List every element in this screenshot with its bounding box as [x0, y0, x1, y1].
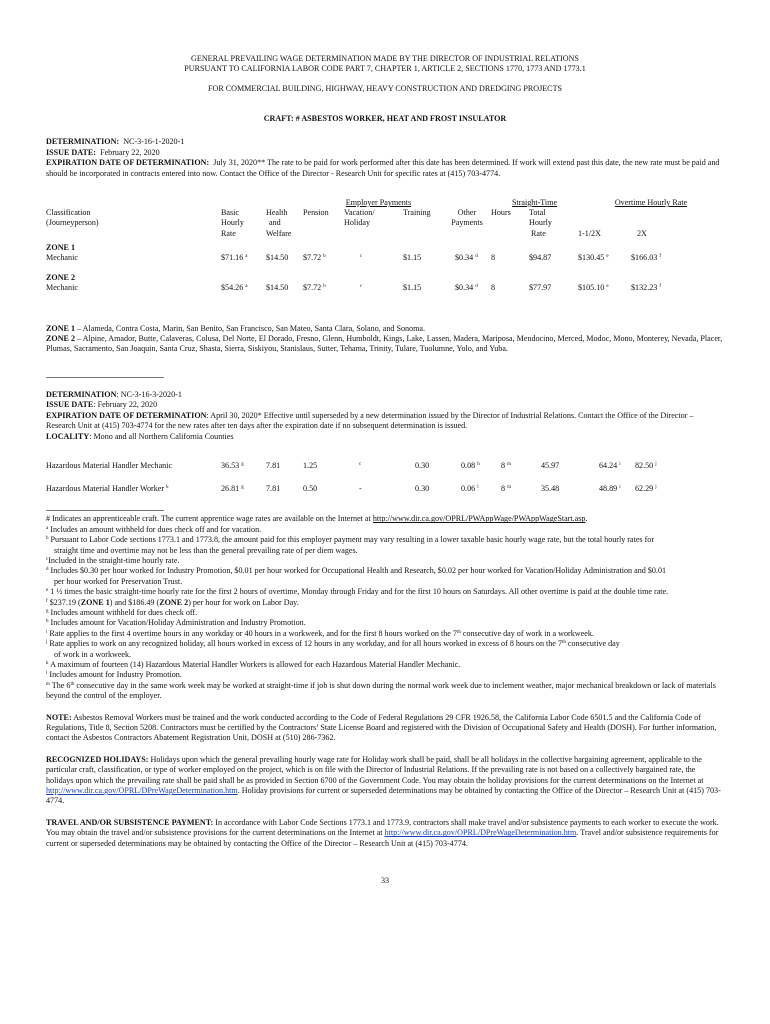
- footnote-mark: g: [46, 608, 49, 614]
- footnote-d: [46, 566, 724, 576]
- table-group-header-row: [46, 198, 724, 208]
- ot1-cell: [581, 484, 621, 494]
- col-health-sub2: Welfare: [266, 228, 292, 238]
- zone-descriptions: [46, 324, 724, 355]
- holidays-text: Holidays upon which the general prevailing hourly wage rate for Holiday work shall be paid, shall be all holidays in the collective bargaining agreement, applicable to the particular craft, classification, or type of worker employed on the project, which is on file with the Director of Industrial Relations. If the prevailing rate is not based on a collectively bargained rate, the holidays upon which the prevailing rate shall be paid shall be as provided in Section 6700 of the Government Code. You may obtain the holiday provisions for the current determinations on the Internet at: [46, 754, 704, 785]
- zone-label: ZONE 1: [46, 242, 76, 252]
- footnote-text: Includes $0.30 per hour worked for Industry Promotion, $0.01 per hour worked for Occupational Health and Research, $0.02 per hour worked for Vacation/Holiday Administration and $0.01: [50, 566, 667, 576]
- footnote-f: [46, 598, 724, 608]
- other-cell: [443, 461, 485, 471]
- table-row: [46, 484, 724, 494]
- pension-cell: 1.25: [303, 460, 318, 470]
- footnote-mark: e: [606, 284, 609, 290]
- expiration-label: EXPIRATION DATE OF DETERMINATION:: [46, 158, 210, 168]
- col-ot-1-5x: 1-1/2X: [578, 228, 601, 238]
- footnote-m-text-1: The 6: [51, 680, 71, 690]
- footnote-mark: g: [241, 485, 244, 491]
- footnote-a: [46, 525, 724, 535]
- determination-2-value: : NC-3-16-3-2020-1: [116, 389, 182, 399]
- footnote-mark: i: [619, 461, 621, 467]
- health-cell: 7.81: [266, 460, 281, 470]
- ot2-cell: [631, 283, 724, 293]
- footnotes: [46, 514, 724, 701]
- other-cell: [443, 484, 485, 494]
- ot2-cell: [631, 253, 724, 263]
- ot1-rate: 64.24: [599, 460, 618, 470]
- col-classification-sub: (Journeyperson): [46, 218, 99, 228]
- footnote-i-text-1: Rate applies to the first 4 overtime hours in any workday or 40 hours in a workweek, and for the first 8 hours worked on the 7: [49, 628, 457, 638]
- footnote-mark: h: [477, 461, 480, 467]
- col-ot-2x: 2X: [637, 228, 647, 238]
- footnote-l: [46, 670, 724, 680]
- col-hours: Hours: [491, 208, 511, 218]
- footnote-b-cont: straight time and overtime may not be less than the general prevailing rate of per diem wages.: [54, 545, 358, 555]
- classification-cell: Mechanic: [46, 253, 78, 263]
- col-vacation-sub: Holiday: [344, 218, 371, 228]
- holidays-label: RECOGNIZED HOLIDAYS:: [46, 754, 149, 764]
- hours-value: 8: [501, 460, 506, 470]
- footnote-i-ordinal: th: [456, 629, 461, 635]
- col-total-sub1: Hourly: [529, 218, 552, 228]
- total-cell: $94.87: [529, 253, 552, 263]
- footnote-b: [46, 535, 724, 545]
- travel-label: TRAVEL AND/OR SUBSISTENCE PAYMENT:: [46, 817, 214, 827]
- wage-table-1: [46, 198, 724, 294]
- note-paragraph: [46, 713, 724, 744]
- footnote-h: [46, 618, 724, 628]
- col-total: Total: [529, 208, 546, 218]
- header-line-1: GENERAL PREVAILING WAGE DETERMINATION MADE BY THE DIRECTOR OF INDUSTRIAL RELATIONS: [191, 54, 579, 63]
- footnote-g: [46, 608, 724, 618]
- pension-rate: $7.72: [303, 253, 322, 263]
- apprentice-rates-link[interactable]: http://www.dir.ca.gov/OPRL/PWAppWage/PWAppWageStart.asp: [372, 514, 586, 524]
- footnote-m-text-2: consecutive day in the same work week may be worked at straight-time if job is shut down during the normal work week due to inclement weather, major mechanical breakdown or lack of materials beyond the control of the employer.: [46, 680, 716, 701]
- ot1-cell: [578, 283, 631, 293]
- footnote-mark: f: [659, 254, 662, 260]
- footnote-mark: c: [360, 284, 363, 290]
- ot1-rate: $105.10: [578, 283, 605, 293]
- other-rate: 0.08: [461, 460, 476, 470]
- classification-cell: [46, 461, 221, 471]
- footnote-mark: a: [245, 254, 248, 260]
- footnote-mark: l: [477, 485, 479, 491]
- footnote-text: A maximum of fourteen (14) Hazardous Material Handler Workers is allowed for each Hazardous Material Handler Mechanic.: [50, 660, 461, 669]
- locality-label: LOCALITY: [46, 431, 90, 441]
- col-other-sub: Payments: [451, 218, 483, 228]
- ot2-cell: [621, 484, 724, 494]
- footnote-mark: j: [655, 461, 657, 467]
- craft-title: CRAFT: # ASBESTOS WORKER, HEAT AND FROST INSULATOR: [263, 114, 507, 123]
- travel-paragraph: [46, 818, 724, 849]
- footnote-j-cont: of work in a workweek.: [54, 649, 132, 659]
- document-page: [46, 54, 724, 885]
- header-line-3: FOR COMMERCIAL BUILDING, HIGHWAY, HEAVY CONSTRUCTION AND DREDGING PROJECTS: [207, 84, 563, 93]
- other-cell: [443, 283, 491, 293]
- issue-date-label: ISSUE DATE:: [46, 147, 97, 157]
- basic-rate-cell: [221, 461, 266, 471]
- issue-date-2-label: ISSUE DATE: [46, 400, 94, 410]
- determination-value: NC-3-16-1-2020-1: [123, 137, 185, 147]
- classification-name: Hazardous Material Handler Mechanic: [46, 460, 173, 470]
- footnote-mark: m: [46, 681, 50, 687]
- footnote-text: Includes amount for Industry Promotion.: [49, 670, 182, 680]
- footnote-mark: k: [166, 485, 169, 491]
- footnote-k: [46, 660, 724, 670]
- pension-cell: 0.50: [303, 484, 318, 494]
- footnote-hash-text: # Indicates an apprenticeable craft. The current apprentice wage rates are available on the Internet at: [46, 514, 373, 524]
- determination-label: DETERMINATION:: [46, 137, 120, 147]
- footnote-f-zone-1: ZONE 1: [80, 597, 110, 607]
- training-cell: 0.30: [415, 460, 430, 470]
- footnote-mark: d: [475, 284, 478, 290]
- footnote-f-text-1: $237.19 (: [49, 597, 81, 607]
- footnote-text: Includes amount for Vacation/Holiday Administration and Industry Promotion.: [50, 618, 306, 628]
- holidays-text-2: . Holiday provisions for current or superseded determinations may be obtained by contacting the Office of the Director – Research Unit at (415) 703-4774.: [46, 786, 721, 806]
- footnote-mark: i: [46, 629, 48, 635]
- locality-value: : Mono and all Northern California Counties: [89, 431, 234, 441]
- footnote-mark: i: [619, 485, 621, 491]
- travel-link[interactable]: http://www.dir.ca.gov/OPRL/DPreWageDetermination.htm: [384, 828, 577, 838]
- zone-2-counties: – Alpine, Amador, Butte, Calaveras, Colusa, Del Norte, El Dorado, Fresno, Glenn, Humboldt, Kings, Lake, Lassen, Madera, Mariposa, Mendocino, Merced, Modoc, Mono, Monterey, Nevada, Placer, Plumas, Sacramento, San Joaquin, Santa Cruz, Shasta, Sierra, Siskiyou, Stanislaus, Sutter, Tehama, Trinity, Tulare, Tuolumne, Yolo, and Yuba.: [46, 334, 723, 354]
- ot1-cell: [578, 253, 631, 263]
- total-cell: $77.97: [529, 283, 552, 293]
- vacation-cell: [344, 283, 403, 293]
- footnote-divider: [46, 510, 164, 511]
- health-cell: $14.50: [266, 283, 289, 293]
- section-divider: [46, 377, 164, 378]
- expiration-value: July 31, 2020** The rate to be paid for work performed after this date has been determined. If work will extend past this date, the new rate must be paid and should be incorporated in contracts entered into now. Contact the Office of the Director - Research Unit for specific rates at (415) 703-4774.: [46, 158, 720, 178]
- vacation-cell: [359, 461, 403, 471]
- other-cell: [443, 253, 491, 263]
- footnote-e: [46, 587, 724, 597]
- health-cell: 7.81: [266, 484, 281, 494]
- classification-cell: [46, 484, 221, 494]
- other-rate: 0.06: [461, 484, 476, 494]
- classification-name: Hazardous Material Handler Worker: [46, 484, 165, 494]
- other-rate: $0.34: [455, 253, 474, 263]
- footnote-text: Pursuant to Labor Code sections 1773.1 and 1773.8, the amount paid for this employer payment may vary resulting in a lower taxable basic hourly wage rate, but the total hourly rates for: [50, 535, 655, 545]
- holidays-link[interactable]: http://www.dir.ca.gov/OPRL/DPreWageDetermination.htm: [46, 786, 238, 796]
- footnote-mark: f: [659, 284, 662, 290]
- footnote-f-text-3: ) per hour for work on Labor Day.: [188, 597, 299, 607]
- travel-text-2: . Travel and/or subsistence requirements for current or superseded determinations may be obtained by contacting the Office of the Director – Research Unit at (415) 703-4774.: [46, 828, 719, 848]
- col-basic-sub1: Hourly: [221, 218, 244, 228]
- ot2-rate: 82.50: [635, 460, 654, 470]
- hours-cell: [485, 461, 525, 471]
- basic-rate-cell: [221, 283, 266, 293]
- footnote-mark: l: [46, 671, 48, 677]
- header-line-2: PURSUANT TO CALIFORNIA LABOR CODE PART 7, CHAPTER 1, ARTICLE 2, SECTIONS 1770, 1773 AND 1773.1: [184, 64, 586, 73]
- footnote-i-text-2: consecutive day of work in a workweek.: [460, 628, 594, 638]
- col-vacation: Vacation/: [344, 208, 375, 218]
- straight-time-header: Straight-Time: [511, 198, 558, 208]
- footnote-mark: d: [46, 567, 49, 573]
- other-rate: $0.34: [455, 283, 474, 293]
- footnote-mark: k: [46, 661, 49, 666]
- determination-2-block: [46, 390, 724, 442]
- zone-label: ZONE 2: [46, 273, 76, 283]
- footnote-mark: c: [46, 556, 49, 562]
- zone-label-row: [46, 273, 724, 283]
- ot2-rate: 62.29: [635, 484, 654, 494]
- col-classification: Classification: [46, 208, 91, 218]
- footnote-mark: m: [507, 485, 511, 491]
- holidays-paragraph: [46, 755, 724, 807]
- footnote-i: [46, 629, 724, 639]
- footnote-mark: e: [606, 254, 609, 260]
- pension-rate: $7.72: [303, 283, 322, 293]
- ot1-rate: $130.45: [578, 253, 605, 263]
- col-pension: Pension: [303, 208, 329, 218]
- footnote-j-ordinal: th: [561, 640, 566, 646]
- footnote-mark: h: [46, 619, 49, 625]
- footnote-d-cont: per hour worked for Preservation Trust.: [54, 576, 183, 586]
- basic-rate: 36.53: [221, 460, 240, 470]
- page-number: 33: [380, 876, 390, 885]
- footnote-text: Includes amount withheld for dues check off.: [50, 607, 198, 617]
- determination-2-label: DETERMINATION: [46, 389, 117, 399]
- table-row: [46, 253, 724, 263]
- wage-table-2: [46, 461, 724, 494]
- footnote-m-ordinal: th: [70, 681, 75, 687]
- pension-cell: [303, 253, 344, 263]
- col-health: Health: [266, 208, 288, 218]
- footnote-mark: a: [245, 284, 248, 290]
- basic-rate: $71.16: [221, 253, 244, 263]
- col-total-sub2: Rate: [531, 228, 546, 238]
- determination-1-block: [46, 137, 724, 179]
- ot2-cell: [621, 461, 724, 471]
- footnote-text: 1 ½ times the basic straight-time hourly rate for the first 2 hours of overtime, Monday through Friday and for the first 10 hours on Saturdays. All other overtime is paid at the double time rate.: [50, 587, 669, 597]
- zone-1-label: ZONE 1: [46, 323, 76, 333]
- col-basic: Basic: [221, 208, 239, 218]
- note-label: NOTE:: [46, 712, 72, 722]
- footnote-hash-end: .: [585, 514, 588, 524]
- footnote-j-text-1: Rate applies to work on any recognized holiday, all hours worked in excess of 12 hours in any workday, and for all hours worked in excess of 8 hours on the 7: [49, 639, 562, 649]
- note-text: Asbestos Removal Workers must be trained and the work conducted according to the Code of Federal Regulations 29 CFR 1926.58, the California Labor Code 6501.5 and the California Code of Regulations, Title 8, Section 5208. Contractors must be certified by the Contractors’ State License Board and registered with the Division of Occupational Safety and Health (DOSH). For further information, contact the Asbestos Contractors Abatement Registration Unit, DOSH at (510) 286-7362.: [46, 712, 717, 743]
- table-column-header-row: [46, 208, 724, 239]
- training-cell: $1.15: [403, 253, 422, 263]
- footnote-mark: j: [655, 485, 657, 491]
- footnote-c: [46, 556, 724, 566]
- footnote-mark: b: [46, 536, 49, 542]
- health-cell: $14.50: [266, 253, 289, 263]
- footnote-mark: c: [359, 461, 362, 467]
- pension-cell: [303, 283, 344, 293]
- footnote-text: Includes an amount withheld for dues check off and for vacation.: [50, 524, 262, 534]
- footnote-m: [46, 681, 724, 702]
- basic-rate: 26.81: [221, 484, 240, 494]
- footnote-mark: g: [241, 461, 244, 467]
- basic-rate-cell: [221, 484, 266, 494]
- col-other: Other: [457, 208, 477, 218]
- ot1-rate: 48.89: [599, 484, 618, 494]
- vacation-cell: [344, 253, 403, 263]
- expiration-2-value: : April 30, 2020* Effective until superseded by a new determination issued by the Director of Industrial Relations. Contact the Office of the Director – Research Unit at (415) 703-4774 for the new rates after ten days after the expiration date if no subsequent determination is issued.: [46, 410, 694, 431]
- ot1-cell: [581, 461, 621, 471]
- classification-cell: Mechanic: [46, 283, 78, 293]
- hours-cell: 8: [491, 283, 496, 293]
- vacation-rate: -: [359, 484, 362, 494]
- footnote-mark: a: [46, 525, 49, 531]
- table-row: [46, 283, 724, 293]
- footnote-f-text-2: ) and $186.49 (: [109, 597, 160, 607]
- total-cell: 35.48: [541, 484, 560, 494]
- vacation-cell: [359, 484, 403, 494]
- total-cell: 45.97: [541, 460, 560, 470]
- col-training: Training: [403, 208, 431, 218]
- issue-date-value: February 22, 2020: [100, 147, 160, 157]
- hours-cell: [485, 484, 525, 494]
- zone-label-row: [46, 243, 724, 253]
- training-cell: $1.15: [403, 283, 422, 293]
- col-basic-sub2: Rate: [221, 228, 236, 238]
- footnote-mark: b: [323, 254, 326, 260]
- table-row: [46, 461, 724, 471]
- ot2-rate: $132.23: [631, 283, 658, 293]
- expiration-2-label: EXPIRATION DATE OF DETERMINATION: [46, 410, 207, 420]
- ot2-rate: $166.03: [631, 253, 658, 263]
- footnote-mark: d: [475, 254, 478, 260]
- footnote-mark: m: [507, 461, 511, 467]
- issue-date-2-value: : February 22, 2020: [93, 400, 158, 410]
- hours-value: 8: [501, 484, 506, 494]
- footnote-mark: f: [46, 598, 48, 604]
- footnote-mark: b: [323, 284, 326, 290]
- zone-2-label: ZONE 2: [46, 334, 76, 344]
- employer-payments-header: Employer Payments: [345, 198, 412, 208]
- basic-rate-cell: [221, 253, 266, 263]
- zone-1-counties: – Alameda, Contra Costa, Marin, San Benito, San Francisco, San Mateo, Santa Clara, Solano, and Sonoma.: [75, 323, 426, 333]
- travel-text: In accordance with Labor Code Sections 1773.1 and 1773.9, contractors shall make travel and/or subsistence payments to each worker to execute the work. You may obtain the travel and/or subsistence provisions for the current determinations on the Internet at: [46, 817, 719, 838]
- footnote-j-text-2: consecutive day: [565, 639, 620, 649]
- overtime-header: Overtime Hourly Rate: [614, 198, 688, 208]
- hours-cell: 8: [491, 253, 496, 263]
- footnote-hash: [46, 514, 724, 524]
- footnote-mark: j: [46, 640, 48, 646]
- basic-rate: $54.26: [221, 283, 244, 293]
- footnote-mark: c: [360, 254, 363, 260]
- footnote-text: Included in the straight-time hourly rate.: [48, 555, 180, 565]
- footnote-j: [46, 639, 724, 649]
- col-health-sub1: and: [269, 218, 281, 228]
- training-cell: 0.30: [415, 484, 430, 494]
- footnote-f-zone-2: ZONE 2: [159, 597, 189, 607]
- document-header: [46, 54, 724, 94]
- footnote-mark: e: [46, 588, 49, 594]
